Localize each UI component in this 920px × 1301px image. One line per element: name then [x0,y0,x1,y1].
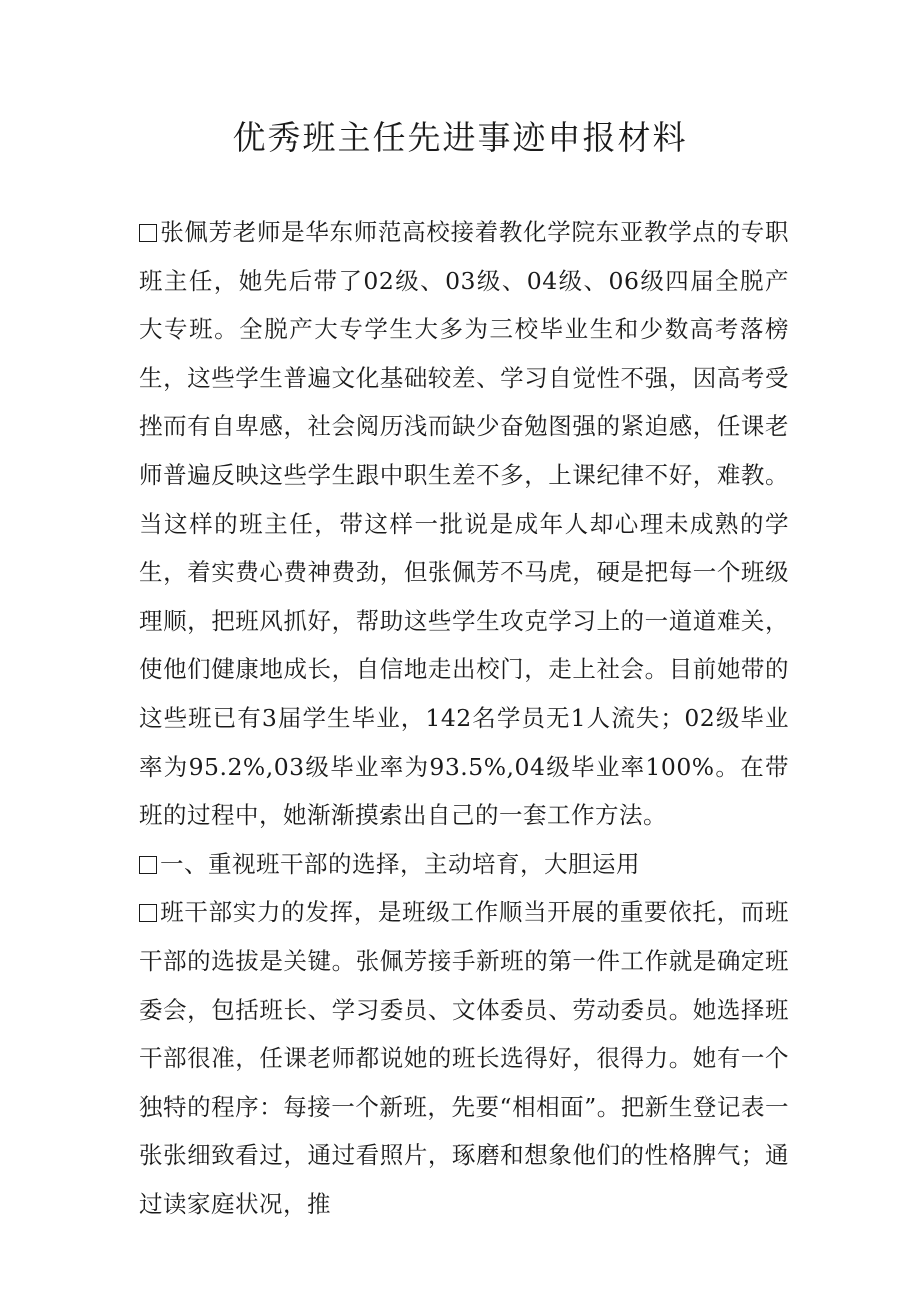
document-title: 优秀班主任先进事迹申报材料 [232,118,688,157]
indent-box-icon [139,904,157,922]
section-heading-1-text: 一、重视班干部的选择，主动培育，大胆运用 [160,849,640,878]
indent-box-icon [139,224,157,242]
paragraph-class-cadres [139,888,789,1228]
document-body [139,208,789,1228]
paragraph-intro-text: 张佩芳老师是华东师范高校接着教化学院东亚教学点的专职班主任，她先后带了02级、03级、04级、06级四届全脱产大专班。全脱产大专学生大多为三校毕业生和少数高考落榜生，这些学生普遍文化基础较差、学习自觉性不强，因高考受挫而有自卑感，社会阅历浅而缺少奋勉图强的紧迫感，任课老师普遍反映这些学生跟中职生差不多，上课纪律不好，难教。当这样的班主任，带这样一批说是成年人却心理未成熟的学生，着实费心费神费劲，但张佩芳不马虎，硬是把每一个班级理顺，把班风抓好，帮助这些学生攻克学习上的一道道难关，使他们健康地成长，自信地走出校门，走上社会。目前她带的这些班已有3届学生毕业，142名学员无1人流失；02级毕业率为95.2%,03级毕业率为93.5%,04级毕业率100%。在带班的过程中，她渐渐摸索出自己的一套工作方法。 [139,218,789,830]
paragraph-class-cadres-text: 班干部实力的发挥，是班级工作顺当开展的重要依托，而班干部的选拔是关键。张佩芳接手新班的第一件工作就是确定班委会，包括班长、学习委员、文体委员、劳动委员。她选择班干部很准，任课老师都说她的班长选得好，很得力。她有一个独特的程序：每接一个新班，先要“相相面”。把新生登记表一张张细致看过，通过看照片，琢磨和想象他们的性格脾气；通过读家庭状况，推 [139,898,789,1218]
indent-box-icon [139,856,157,874]
paragraph-intro [139,208,789,840]
section-heading-1 [139,840,789,889]
